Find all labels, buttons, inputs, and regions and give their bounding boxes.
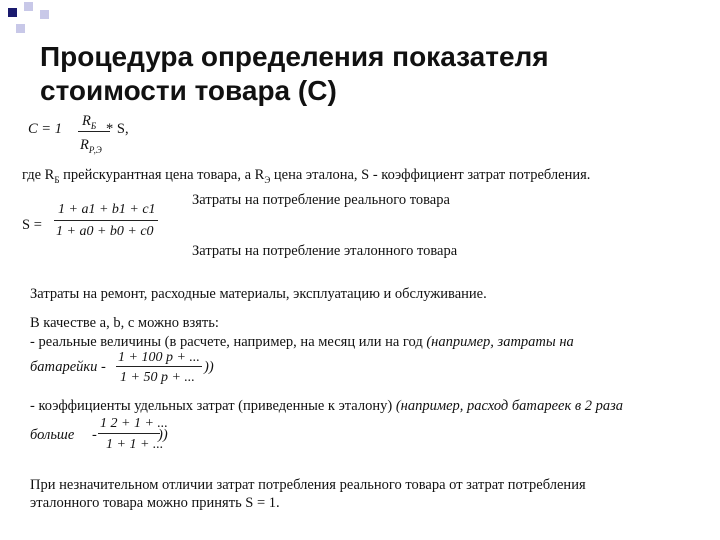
formula-c-tail: * S,: [106, 121, 129, 137]
bullet-real-values-text: - реальные величины (в расчете, например, на месяц или на год (например, затраты на: [30, 334, 574, 350]
bullet-unit-coeffs-close: )): [158, 427, 168, 443]
formula-s-numerator-note: Затраты на потребление реального товара: [192, 192, 450, 208]
formula-s-fraction-bar: [54, 220, 158, 221]
bullet-unit-coeffs-numerator: 1 2 + 1 + ...: [100, 416, 168, 431]
formula-s-numerator: 1 + a1 + b1 + c1: [58, 202, 156, 217]
formula-c-numerator: $R_Б$: [82, 113, 97, 131]
formula-c-denominator: $R_{Р,Э}$: [80, 137, 102, 155]
choice-intro: В качестве a, b, с можно взять:: [30, 315, 219, 331]
bullet-unit-coeffs-dash: -: [92, 427, 97, 443]
formula-s-denominator: 1 + a0 + b0 + c0: [56, 224, 154, 239]
formula-s-denominator-note: Затраты на потребление эталонного товара: [192, 243, 458, 259]
conclusion-line-1: При незначительном отличии затрат потребления реального товара от затрат потребления: [30, 477, 586, 493]
bullet-real-values-fraction-bar: [116, 366, 202, 367]
page-title: Процедура определения показателя стоимости товара (С): [40, 41, 549, 106]
bullet-real-values-close: )): [204, 359, 214, 375]
bullet-real-values-numerator: 1 + 100 p + ...: [118, 350, 200, 365]
where-line: где $R_Б$ прейскурантная цена товара, а $R_Э$ цена эталона, S - коэффициент затрат потребления.: [22, 167, 591, 185]
bullet-real-values-denominator: 1 + 50 p + ...: [120, 370, 195, 385]
bullet-unit-coeffs-text: - коэффициенты удельных затрат (приведенные к эталону) (например, расход батареек в 2 раза: [30, 398, 624, 414]
costs-text: Затраты на ремонт, расходные материалы, эксплуатацию и обслуживание.: [30, 286, 487, 302]
conclusion-line-2: эталонного товара можно принять S = 1.: [30, 495, 280, 511]
bullet-real-values-cont: батарейки -: [30, 359, 106, 375]
formula-s-lhs: S =: [22, 217, 42, 233]
bullet-unit-coeffs-denominator: 1 + 1 + ...: [106, 437, 164, 452]
formula-c-lhs: C = 1: [28, 121, 62, 137]
bullet-unit-coeffs-fraction-bar: [98, 433, 160, 434]
bullet-unit-coeffs-cont: больше: [30, 427, 75, 443]
